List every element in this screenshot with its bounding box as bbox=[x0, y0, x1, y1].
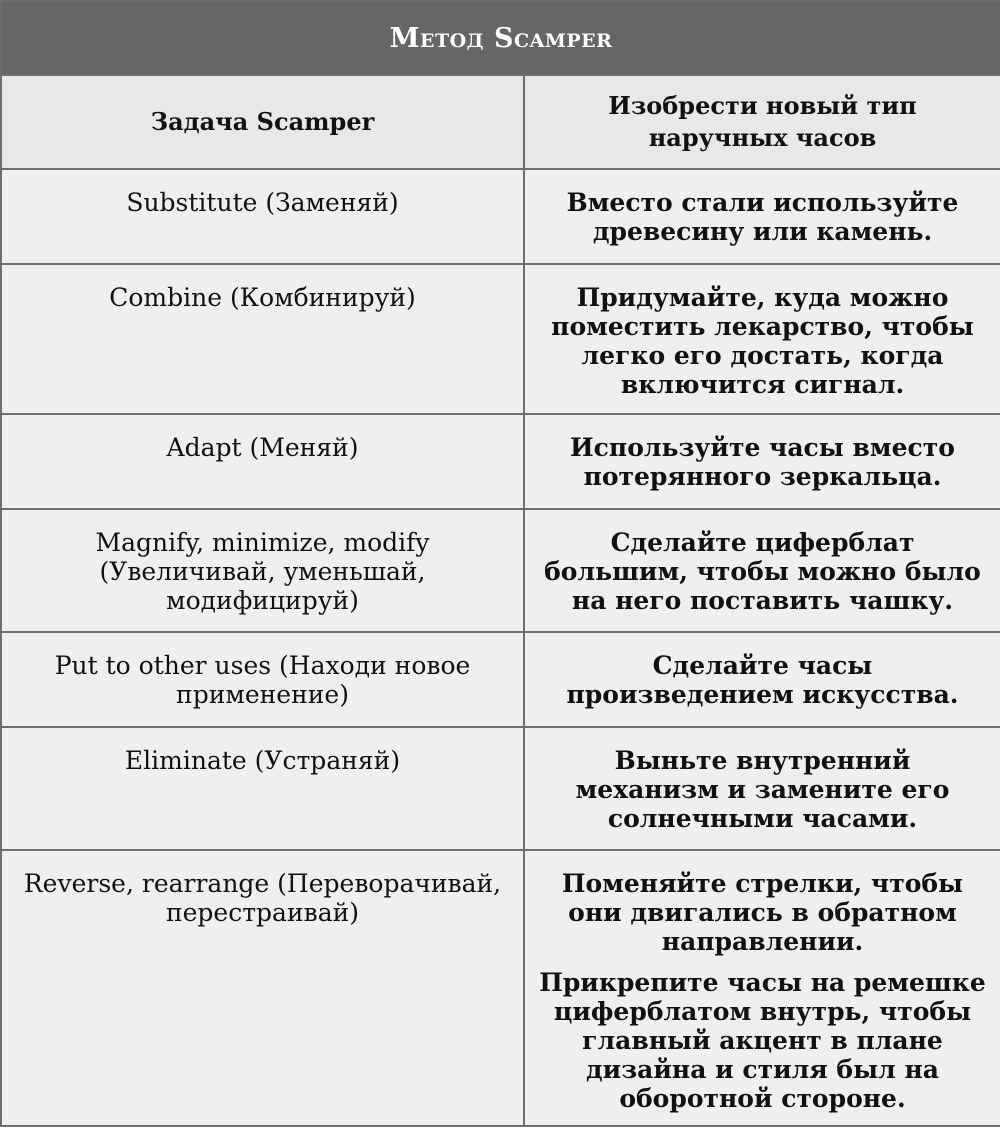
example-cell bbox=[524, 509, 1000, 632]
table-row bbox=[1, 169, 1000, 264]
table-row bbox=[1, 509, 1000, 632]
example-cell bbox=[524, 414, 1000, 509]
table-row bbox=[1, 264, 1000, 414]
example-text: Придумайте, куда можно поместить лекарство, чтобы легко его достать, когда включится сигнал. bbox=[551, 283, 974, 399]
example-cell bbox=[524, 850, 1000, 1126]
table-title: Метод Scamper bbox=[1, 1, 1000, 75]
example-text: Прикрепите часы на ремешке циферблатом внутрь, чтобы главный акцент в плане дизайна и стиля был на оборотной стороне. bbox=[539, 968, 986, 1113]
example-text: Используйте часы вместо потерянного зеркальца. bbox=[570, 433, 955, 491]
example-text: Поменяйте стрелки, чтобы они двигались в обратном направлении. bbox=[561, 869, 964, 956]
header-row bbox=[1, 75, 1000, 169]
example-cell bbox=[524, 264, 1000, 414]
task-cell: Adapt (Меняй) bbox=[1, 414, 524, 509]
task-cell: Reverse, rearrange (Переворачивай, перестраивай) bbox=[1, 850, 524, 1126]
title-row bbox=[1, 1, 1000, 75]
task-cell: Magnify, minimize, modify (Увеличивай, уменьшай, модифицируй) bbox=[1, 509, 524, 632]
table-row bbox=[1, 414, 1000, 509]
example-cell bbox=[524, 727, 1000, 850]
task-cell: Eliminate (Устраняй) bbox=[1, 727, 524, 850]
example-text: Сделайте часы произведением искусства. bbox=[566, 651, 959, 709]
example-text: Сделайте циферблат большим, чтобы можно было на него поставить чашку. bbox=[544, 528, 981, 615]
task-cell: Put to other uses (Находи новое применение) bbox=[1, 632, 524, 727]
example-text: Выньте внутренний механизм и замените его солнечными часами. bbox=[575, 746, 950, 833]
table-row bbox=[1, 727, 1000, 850]
example-cell bbox=[524, 632, 1000, 727]
task-cell: Combine (Комбинируй) bbox=[1, 264, 524, 414]
example-cell bbox=[524, 169, 1000, 264]
table-row bbox=[1, 632, 1000, 727]
table-row bbox=[1, 850, 1000, 1126]
column-header-example: Изобрести новый тип наручных часов bbox=[524, 75, 1000, 169]
column-header-task: Задача Scamper bbox=[1, 75, 524, 169]
task-cell: Substitute (Заменяй) bbox=[1, 169, 524, 264]
example-text: Вместо стали используйте древесину или камень. bbox=[566, 188, 959, 246]
